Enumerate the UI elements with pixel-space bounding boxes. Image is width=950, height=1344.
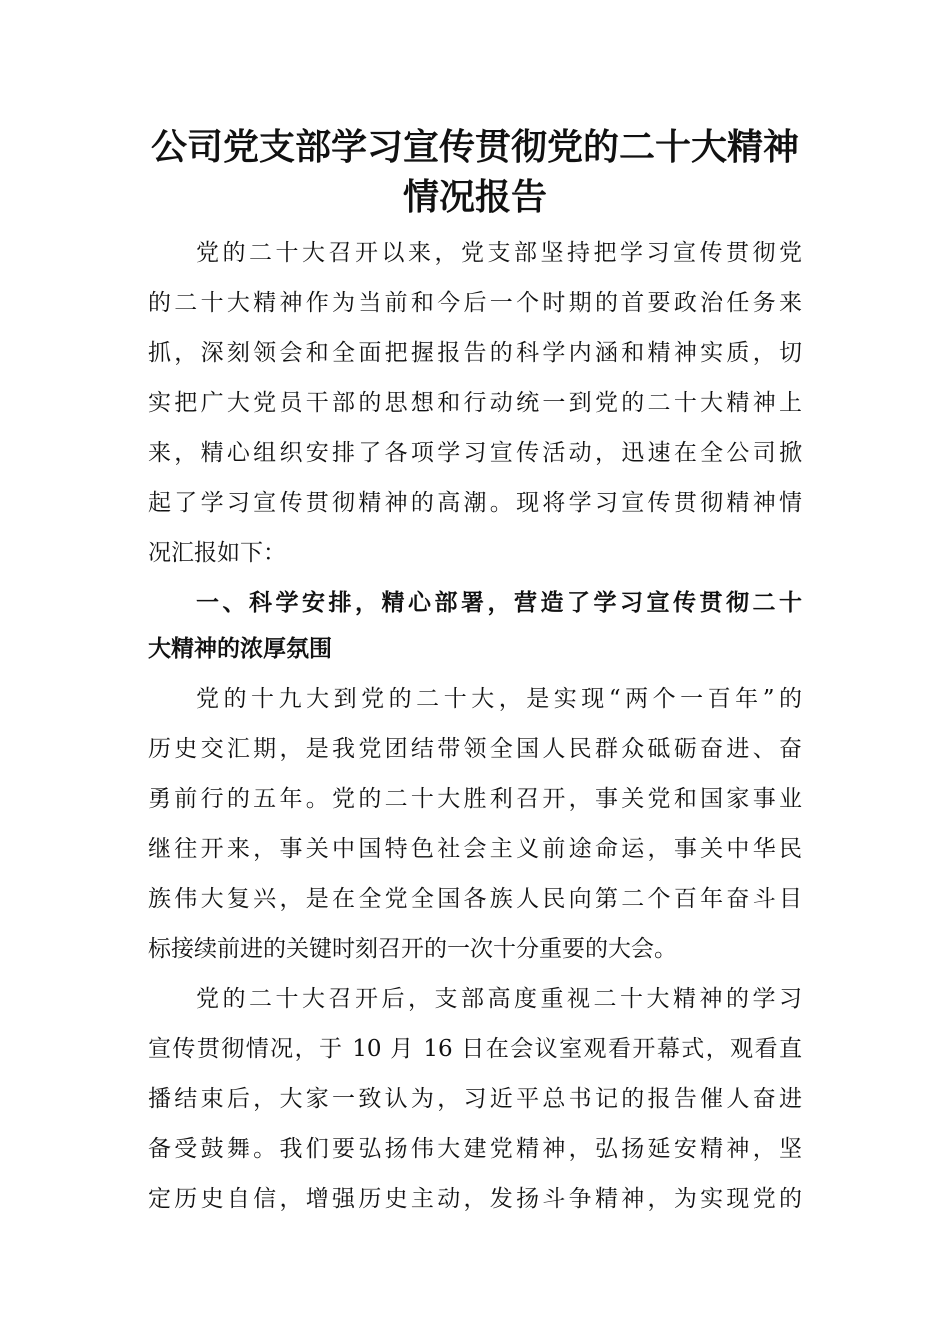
paragraph-1-line-5: 来，精心组织安排了各项学习宣传活动，迅速在全公司掀 xyxy=(148,440,802,466)
paragraph-2-line-6: 标接续前进的关键时刻召开的一次十分重要的大会。 xyxy=(148,936,677,962)
paragraph-1-line-4: 实把广大党员干部的思想和行动统一到党的二十大精神上 xyxy=(148,390,802,416)
section-heading-line-2: 大精神的浓厚氛围 xyxy=(148,636,332,662)
paragraph-1-line-2: 的二十大精神作为当前和今后一个时期的首要政治任务来 xyxy=(148,290,802,316)
paragraph-1-line-7: 况汇报如下： xyxy=(148,540,286,566)
paragraph-2-line-5: 族伟大复兴，是在全党全国各族人民向第二个百年奋斗目 xyxy=(148,886,802,912)
paragraph-2-line-4: 继往开来，事关中国特色社会主义前途命运，事关中华民 xyxy=(148,836,802,862)
paragraph-1-line-3: 抓，深刻领会和全面把握报告的科学内涵和精神实质，切 xyxy=(148,340,802,366)
paragraph-3-line-4: 备受鼓舞。我们要弘扬伟大建党精神，弘扬延安精神，坚 xyxy=(148,1136,802,1162)
document-title-line-1: 公司党支部学习宣传贯彻党的二十大精神 xyxy=(150,127,799,168)
paragraph-1-line-6: 起了学习宣传贯彻精神的高潮。现将学习宣传贯彻精神情 xyxy=(148,490,802,516)
paragraph-3-line-5: 定历史自信，增强历史主动，发扬斗争精神，为实现党的 xyxy=(148,1186,802,1212)
paragraph-3-line-1: 党的二十大召开后，支部高度重视二十大精神的学习 xyxy=(196,986,802,1012)
section-heading-line-1: 一、科学安排，精心部署，营造了学习宣传贯彻二十 xyxy=(196,590,802,616)
paragraph-2-line-1: 党的十九大到党的二十大，是实现“两个一百年”的 xyxy=(196,686,802,712)
paragraph-3-line-2: 宣传贯彻情况，于 10 月 16 日在会议室观看开幕式，观看直 xyxy=(148,1036,802,1062)
paragraph-3-line-3: 播结束后，大家一致认为，习近平总书记的报告催人奋进 xyxy=(148,1086,802,1112)
paragraph-2-line-2: 历史交汇期，是我党团结带领全国人民群众砥砺奋进、奋 xyxy=(148,736,802,762)
paragraph-2-line-3: 勇前行的五年。党的二十大胜利召开，事关党和国家事业 xyxy=(148,786,802,812)
paragraph-1-line-1: 党的二十大召开以来，党支部坚持把学习宣传贯彻党 xyxy=(196,240,802,266)
document-title-line-2: 情况报告 xyxy=(402,177,547,218)
